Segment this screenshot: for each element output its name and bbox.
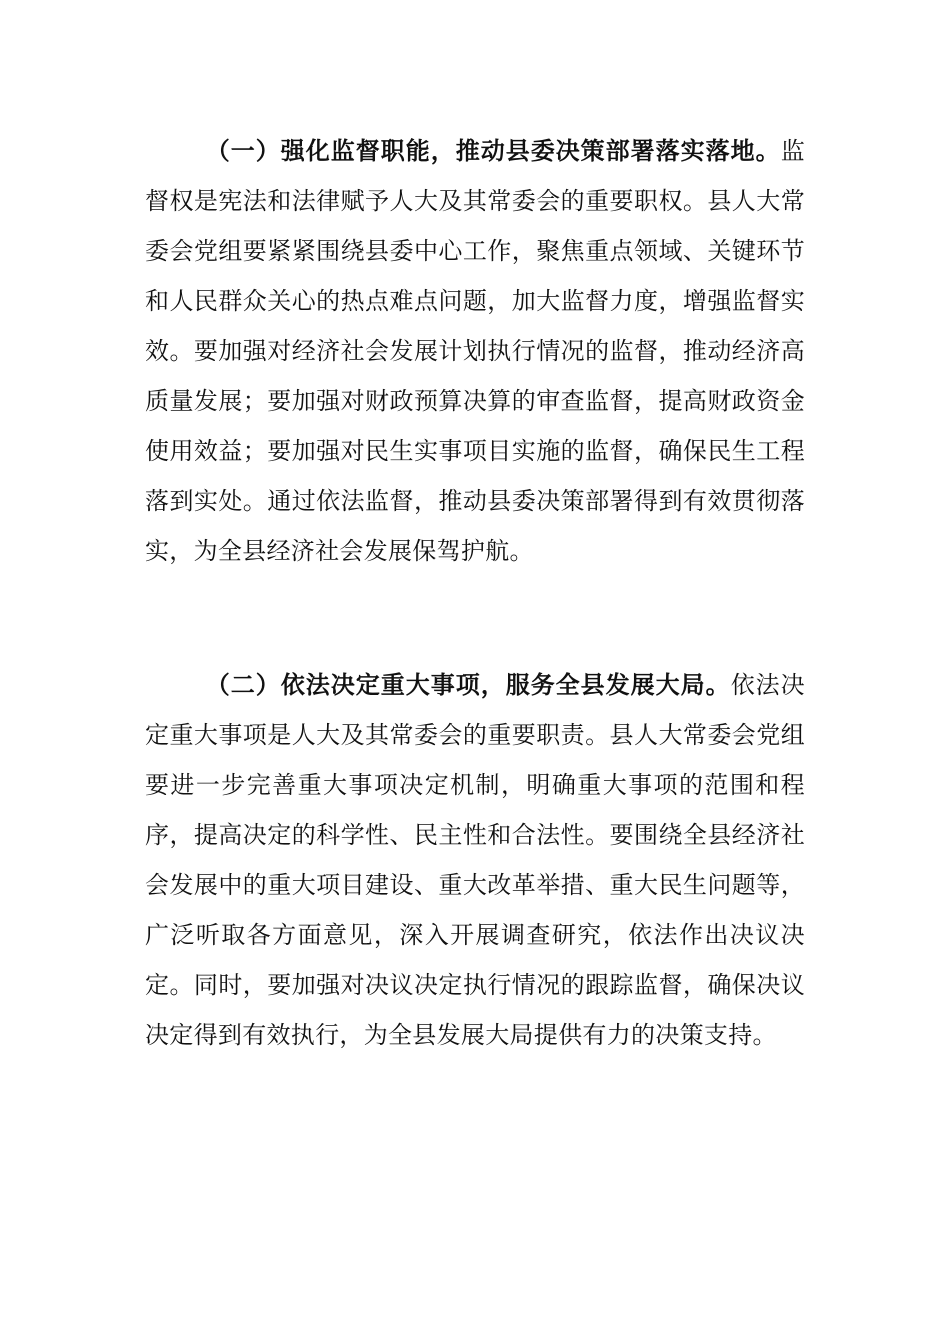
section-1-heading: （一）强化监督职能，推动县委决策部署落实落地。 — [205, 137, 781, 165]
section-1 — [145, 126, 805, 576]
section-2-heading: （二）依法决定重大事项，服务全县发展大局。 — [205, 671, 731, 699]
section-2 — [145, 660, 805, 1060]
section-1-body: 监督权是宪法和法律赋予人大及其常委会的重要职权。县人大常委会党组要紧紧围绕县委中心工作，聚焦重点领域、关键环节和人民群众关心的热点难点问题，加大监督力度，增强监督实效。要加强对经济社会发展计划执行情况的监督，推动经济高质量发展；要加强对财政预算决算的审查监督，提高财政资金使用效益；要加强对民生实事项目实施的监督，确保民生工程落到实处。通过依法监督，推动县委决策部署得到有效贯彻落实，为全县经济社会发展保驾护航。 — [145, 137, 805, 565]
section-2-body: 依法决定重大事项是人大及其常委会的重要职责。县人大常委会党组要进一步完善重大事项决定机制，明确重大事项的范围和程序，提高决定的科学性、民主性和合法性。要围绕全县经济社会发展中的重大项目建设、重大改革举措、重大民生问题等，广泛听取各方面意见，深入开展调查研究，依法作出决议决定。同时，要加强对决议决定执行情况的跟踪监督，确保决议决定得到有效执行，为全县发展大局提供有力的决策支持。 — [145, 671, 805, 1049]
